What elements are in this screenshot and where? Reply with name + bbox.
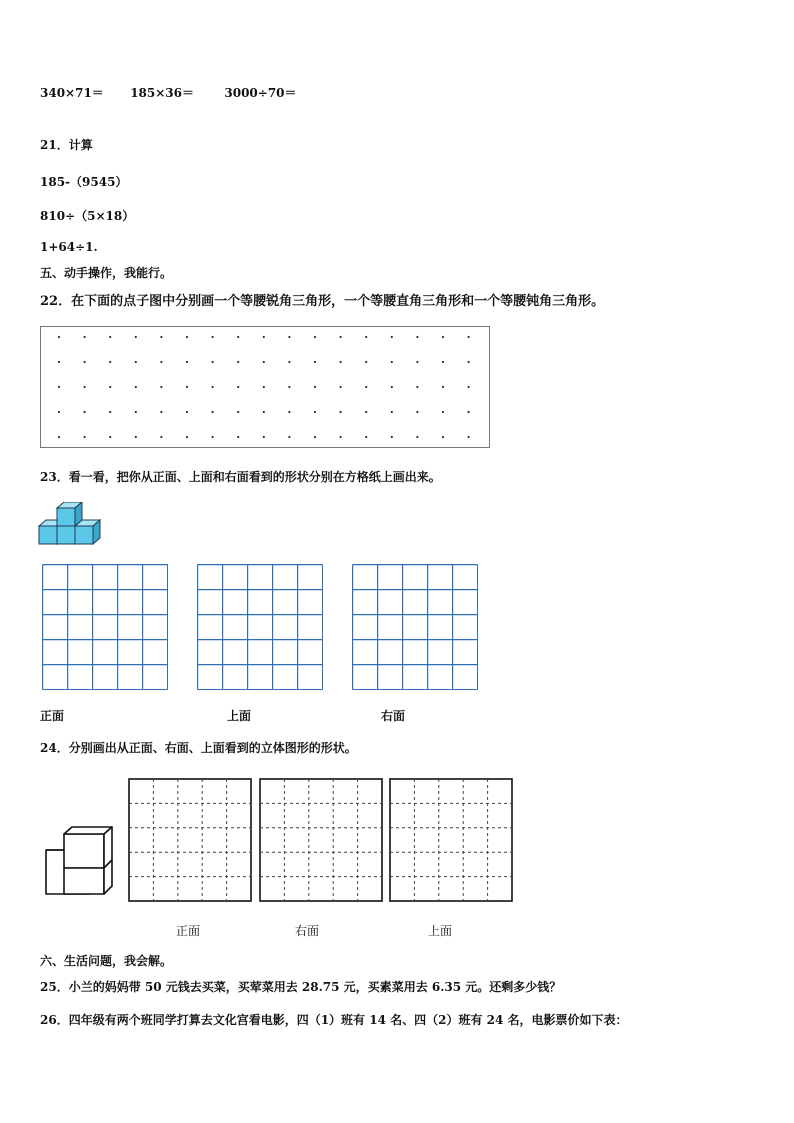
grid-dot bbox=[288, 336, 290, 338]
grid-dot bbox=[109, 336, 111, 338]
dashed-grid-right[interactable] bbox=[259, 778, 383, 902]
grid-dot bbox=[212, 436, 214, 438]
grid-dot bbox=[442, 361, 444, 363]
grid-dot bbox=[340, 386, 342, 388]
grid-dot bbox=[109, 361, 111, 363]
q21-line: 185-（9545） bbox=[40, 175, 128, 189]
grid-dot bbox=[263, 386, 265, 388]
grid-dot bbox=[416, 436, 418, 438]
grid-dot bbox=[263, 336, 265, 338]
grid-dot bbox=[160, 336, 162, 338]
calc-item: 3000÷70＝ bbox=[224, 86, 297, 100]
grid-dot bbox=[288, 386, 290, 388]
grid-dot bbox=[84, 361, 86, 363]
grid-dot bbox=[391, 386, 393, 388]
grid-dot bbox=[442, 386, 444, 388]
grid-dot bbox=[160, 386, 162, 388]
grid-dot bbox=[365, 436, 367, 438]
grid-dot bbox=[416, 411, 418, 413]
grid-dot bbox=[237, 436, 239, 438]
calc-item: 185×36＝ bbox=[130, 86, 194, 100]
grid-dot bbox=[109, 436, 111, 438]
dashed-grid-front[interactable] bbox=[128, 778, 252, 902]
grid-dot bbox=[160, 436, 162, 438]
grid-dot bbox=[237, 361, 239, 363]
grid-dot bbox=[391, 361, 393, 363]
grid-dot bbox=[442, 336, 444, 338]
grid-dot bbox=[186, 336, 188, 338]
view-label-right: 右面 bbox=[295, 924, 320, 938]
view-label-top: 上面 bbox=[227, 709, 252, 723]
grid-dot bbox=[314, 386, 316, 388]
grid-paper-front[interactable] bbox=[42, 564, 168, 690]
section-title: 六、生活问题，我会解。 bbox=[40, 954, 173, 968]
grid-dot bbox=[340, 361, 342, 363]
grid-dot bbox=[237, 411, 239, 413]
grid-dot bbox=[263, 436, 265, 438]
grid-dot bbox=[416, 336, 418, 338]
grid-dot bbox=[84, 436, 86, 438]
q21-line: 1+64÷1. bbox=[40, 240, 98, 254]
grid-dot bbox=[288, 411, 290, 413]
grid-dot bbox=[109, 411, 111, 413]
grid-dot bbox=[416, 361, 418, 363]
grid-dot bbox=[416, 386, 418, 388]
grid-dot bbox=[365, 336, 367, 338]
grid-dot bbox=[442, 411, 444, 413]
grid-dot bbox=[135, 411, 137, 413]
grid-dot bbox=[135, 386, 137, 388]
grid-dot bbox=[468, 386, 470, 388]
grid-dot bbox=[58, 411, 60, 413]
grid-dot bbox=[314, 411, 316, 413]
grid-dot bbox=[186, 386, 188, 388]
grid-dot bbox=[58, 336, 60, 338]
q21-line: 810÷（5×18） bbox=[40, 209, 135, 223]
grid-dot bbox=[365, 386, 367, 388]
grid-dot bbox=[288, 361, 290, 363]
grid-paper-right[interactable] bbox=[352, 564, 478, 690]
grid-dot bbox=[468, 361, 470, 363]
grid-dot bbox=[160, 361, 162, 363]
view-label-front: 正面 bbox=[40, 709, 65, 723]
grid-dot bbox=[135, 436, 137, 438]
q21-title: 21．计算 bbox=[40, 138, 93, 152]
grid-dot bbox=[58, 386, 60, 388]
q22-text: 22．在下面的点子图中分别画一个等腰锐角三角形，一个等腰直角三角形和一个等腰钝角三角形。 bbox=[40, 294, 605, 309]
grid-dot bbox=[442, 436, 444, 438]
grid-dot bbox=[365, 361, 367, 363]
grid-dot bbox=[288, 436, 290, 438]
calc-item: 340×71＝ bbox=[40, 86, 104, 100]
grid-dot bbox=[468, 336, 470, 338]
grid-dot bbox=[468, 411, 470, 413]
grid-dot bbox=[468, 436, 470, 438]
grid-dot bbox=[109, 386, 111, 388]
q24-text: 24．分别画出从正面、右面、上面看到的立体图形的形状。 bbox=[40, 741, 357, 755]
grid-dot bbox=[212, 386, 214, 388]
grid-dot bbox=[340, 436, 342, 438]
cube-stack-figure bbox=[38, 502, 104, 546]
view-label-front: 正面 bbox=[176, 924, 201, 938]
dashed-grid-top[interactable] bbox=[389, 778, 513, 902]
grid-dot bbox=[212, 336, 214, 338]
grid-dot bbox=[58, 361, 60, 363]
grid-dot bbox=[58, 436, 60, 438]
q25-text: 25．小兰的妈妈带 50 元钱去买菜，买荤菜用去 28.75 元，买素菜用去 6.35 元。还剩多少钱？ bbox=[40, 980, 562, 994]
section-title: 五、动手操作，我能行。 bbox=[40, 266, 173, 280]
grid-dot bbox=[186, 411, 188, 413]
grid-dot bbox=[186, 436, 188, 438]
view-label-top: 上面 bbox=[428, 924, 453, 938]
grid-dot bbox=[135, 361, 137, 363]
calc-row bbox=[40, 84, 297, 101]
grid-dot bbox=[314, 361, 316, 363]
grid-dot bbox=[84, 411, 86, 413]
grid-dot bbox=[365, 411, 367, 413]
grid-dot bbox=[237, 386, 239, 388]
dot-paper[interactable] bbox=[40, 326, 490, 448]
grid-dot bbox=[391, 411, 393, 413]
grid-dot bbox=[212, 411, 214, 413]
block-figure bbox=[44, 824, 118, 896]
grid-dot bbox=[340, 411, 342, 413]
grid-dot bbox=[314, 336, 316, 338]
grid-dot bbox=[186, 361, 188, 363]
grid-dot bbox=[263, 411, 265, 413]
q23-text: 23．看一看，把你从正面、上面和右面看到的形状分别在方格纸上画出来。 bbox=[40, 470, 441, 484]
q26-text: 26．四年级有两个班同学打算去文化宫看电影，四（1）班有 14 名、四（2）班有 24 名，电影票价如下表： bbox=[40, 1013, 628, 1027]
grid-dot bbox=[314, 436, 316, 438]
dot-grid bbox=[41, 327, 489, 447]
grid-paper-top[interactable] bbox=[197, 564, 323, 690]
grid-dot bbox=[237, 336, 239, 338]
grid-dot bbox=[84, 386, 86, 388]
view-label-right: 右面 bbox=[381, 709, 406, 723]
grid-dot bbox=[391, 336, 393, 338]
grid-dot bbox=[212, 361, 214, 363]
grid-dot bbox=[135, 336, 137, 338]
grid-dot bbox=[391, 436, 393, 438]
grid-dot bbox=[340, 336, 342, 338]
grid-dot bbox=[263, 361, 265, 363]
grid-dot bbox=[160, 411, 162, 413]
grid-dot bbox=[84, 336, 86, 338]
